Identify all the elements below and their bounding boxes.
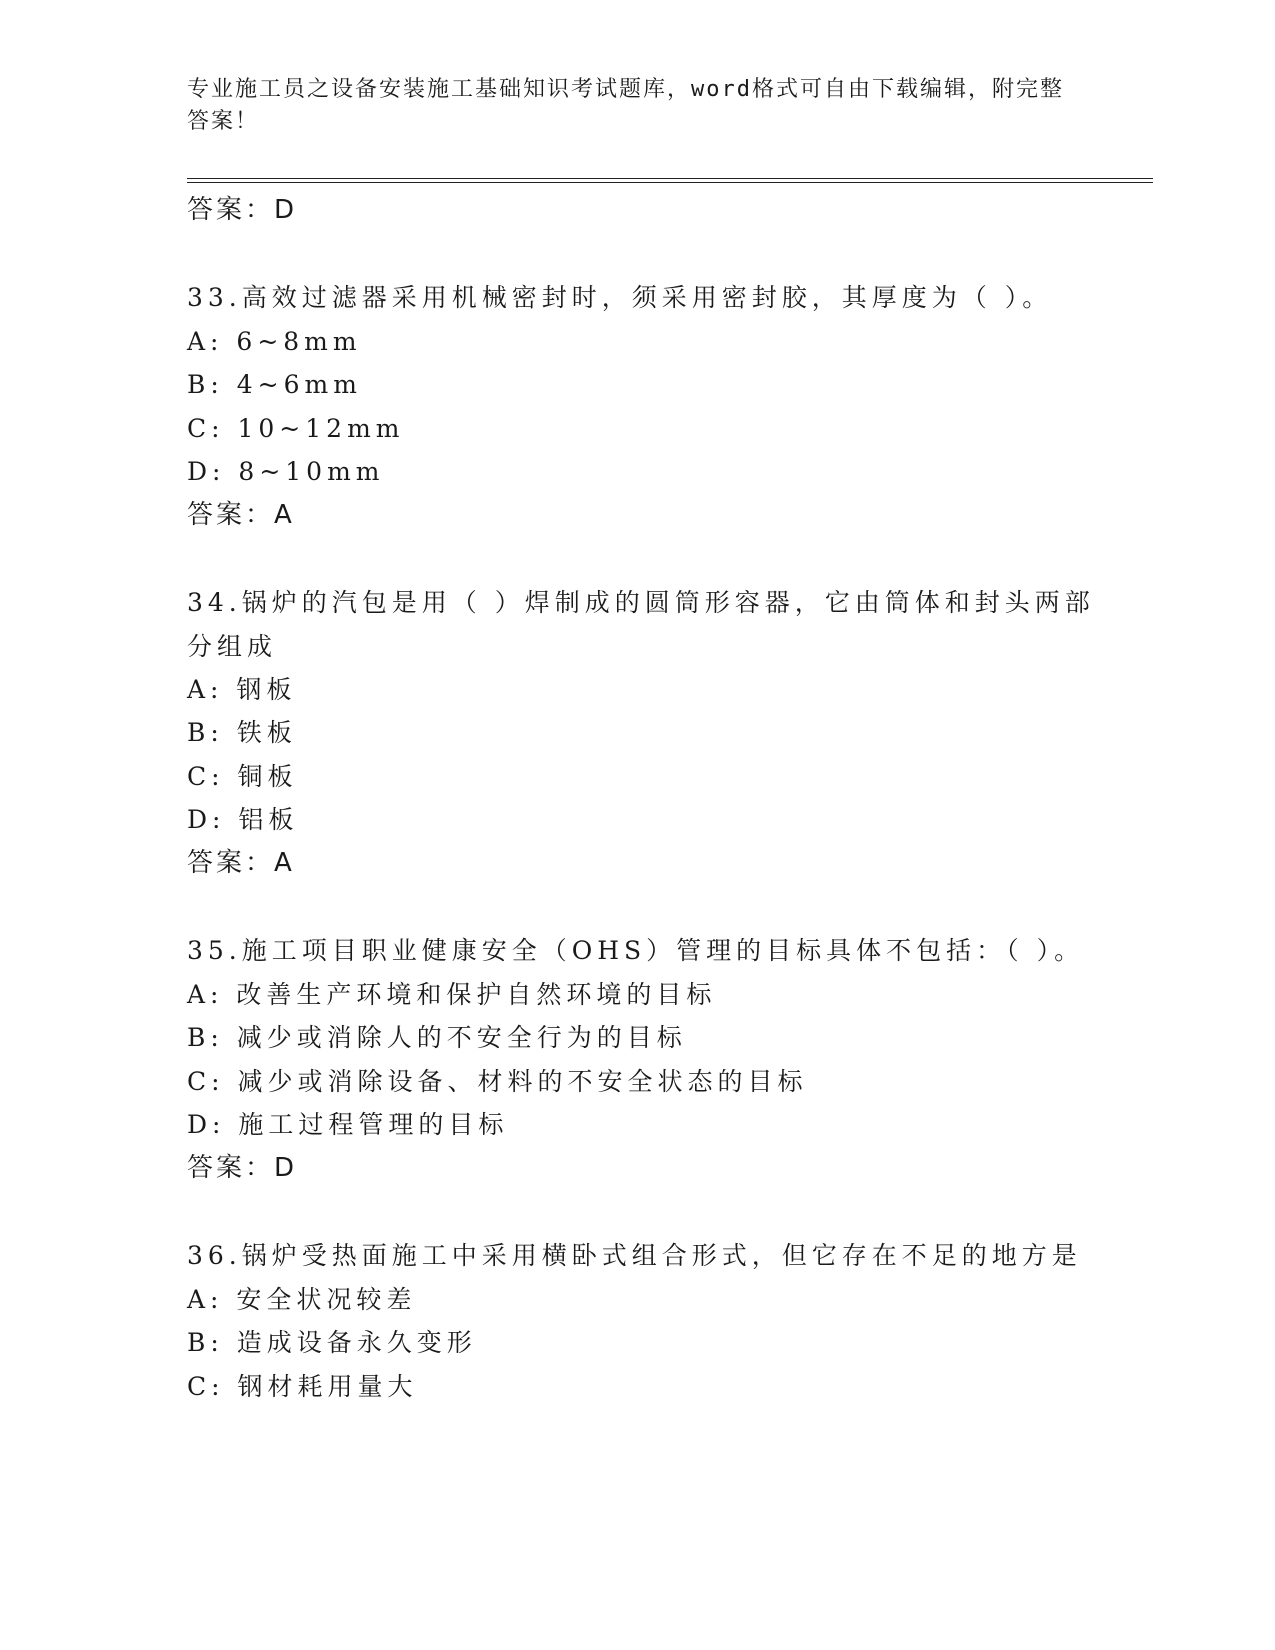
header-divider-second — [187, 182, 1153, 183]
question-34-option-b: B: 铁板 — [187, 718, 297, 747]
question-34-option-a: A: 钢板 — [187, 675, 297, 704]
question-33-option-d: D: 8~10mm — [187, 457, 385, 486]
question-35-option-c: C: 减少或消除设备、材料的不安全状态的目标 — [187, 1067, 808, 1096]
question-35-option-d: D: 施工过程管理的目标 — [187, 1110, 509, 1139]
question-35-option-a: A: 改善生产环境和保护自然环境的目标 — [187, 980, 717, 1009]
question-33-option-c: C: 10~12mm — [187, 414, 405, 443]
question-34-stem: 34.锅炉的汽包是用（ ）焊制成的圆筒形容器，它由筒体和封头两部 — [187, 588, 1095, 617]
header-divider — [187, 178, 1153, 179]
question-36-option-b: B: 造成设备永久变形 — [187, 1328, 477, 1357]
question-33-stem: 33.高效过滤器采用机械密封时，须采用密封胶，其厚度为（ ）。 — [187, 283, 1053, 312]
question-35-answer: 答案：D — [187, 1153, 298, 1183]
question-33-option-b: B: 4~6mm — [187, 370, 362, 399]
question-34-stem-continued: 分组成 — [187, 632, 278, 661]
question-33-answer: 答案：A — [187, 500, 295, 530]
question-36-option-a: A: 安全状况较差 — [187, 1285, 417, 1314]
question-36-stem: 36.锅炉受热面施工中采用横卧式组合形式，但它存在不足的地方是 — [187, 1241, 1082, 1270]
page-header-text: 专业施工员之设备安装施工基础知识考试题库，word格式可自由下载编辑，附完整答案！ — [187, 77, 1064, 134]
question-34-option-d: D: 铝板 — [187, 805, 299, 834]
question-34-option-c: C: 铜板 — [187, 762, 298, 791]
previous-answer: 答案：D — [187, 195, 298, 225]
question-33-option-a: A: 6~8mm — [187, 327, 362, 356]
question-35-option-b: B: 减少或消除人的不安全行为的目标 — [187, 1023, 687, 1052]
question-34-answer: 答案：A — [187, 848, 295, 878]
question-35-stem: 35.施工项目职业健康安全（OHS）管理的目标具体不包括：（ ）。 — [187, 936, 1085, 965]
question-36-option-c: C: 钢材耗用量大 — [187, 1372, 418, 1401]
